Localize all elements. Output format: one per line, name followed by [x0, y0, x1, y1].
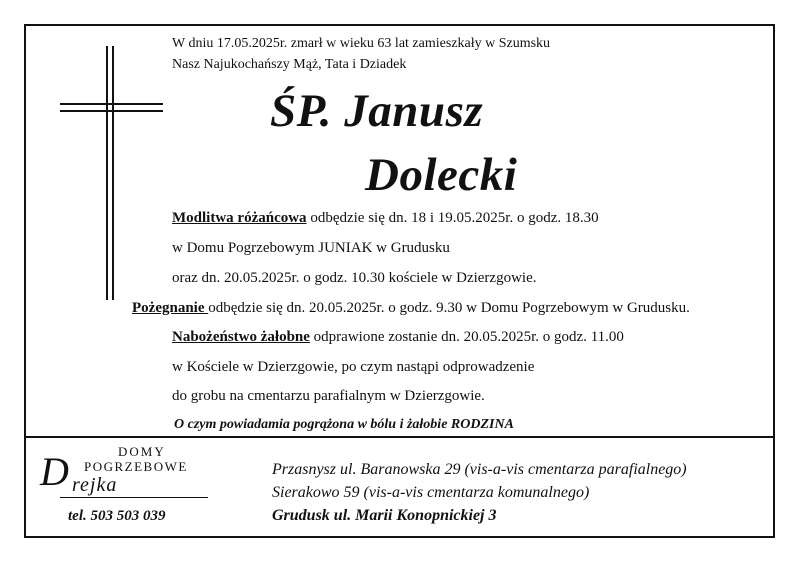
service-label: Nabożeństwo żałobne: [172, 329, 310, 345]
logo-underline: [60, 497, 208, 498]
address-3: Grudusk ul. Marii Konopnickiej 3: [272, 507, 497, 524]
service-line-3: do grobu na cmentarzu parafialnym w Dzierzgowie.: [172, 388, 485, 404]
cross-icon: [106, 46, 108, 300]
logo-line-1: DOMY: [118, 444, 166, 459]
rosary-label: Modlitwa różańcowa: [172, 210, 307, 226]
logo-initial: D: [40, 449, 69, 494]
farewell-label: Pożegnanie: [132, 300, 209, 316]
cross-icon-arm-2: [60, 110, 163, 112]
closing-line: O czym powiadamia pogrążona w bólu i żałobie RODZINA: [174, 417, 514, 432]
address-2: Sierakowo 59 (vis-a-vis cmentarza komunalnego): [272, 484, 590, 501]
funeral-home-phone: tel. 503 503 039: [68, 508, 166, 524]
cross-icon-arm: [60, 103, 163, 105]
relation-line: Nasz Najukochańszy Mąż, Tata i Dziadek: [172, 57, 407, 72]
cross-icon-stem: [112, 46, 114, 300]
rosary-line-3: oraz dn. 20.05.2025r. o godz. 10.30 kościele w Dzierzgowie.: [172, 270, 537, 286]
rosary-line: [172, 210, 599, 227]
farewell-line: [132, 300, 690, 317]
deceased-last-name: Dolecki: [365, 149, 518, 201]
service-line: [172, 329, 624, 346]
logo-line-2: POGRZEBOWE: [84, 459, 188, 474]
rosary-line-2: w Domu Pogrzebowym JUNIAK w Grudusku: [172, 240, 450, 256]
service-text: odprawione zostanie dn. 20.05.2025r. o godz. 11.00: [309, 329, 624, 345]
farewell-text: odbędzie się dn. 20.05.2025r. o godz. 9.30 w Domu Pogrzebowym w Grudusku.: [208, 300, 690, 316]
rosary-text: odbędzie się dn. 18 i 19.05.2025r. o godz. 18.30: [306, 210, 599, 226]
service-line-2: w Kościele w Dzierzgowie, po czym nastąpi odprowadzenie: [172, 359, 535, 375]
logo-name: rejka: [72, 474, 118, 496]
address-1: Przasnysz ul. Baranowska 29 (vis-a-vis cmentarza parafialnego): [272, 461, 687, 478]
footer-divider: [26, 436, 773, 438]
death-notice-line: W dniu 17.05.2025r. zmarł w wieku 63 lat zamieszkały w Szumsku: [172, 36, 551, 51]
deceased-first-name: ŚP. Janusz: [270, 85, 484, 137]
